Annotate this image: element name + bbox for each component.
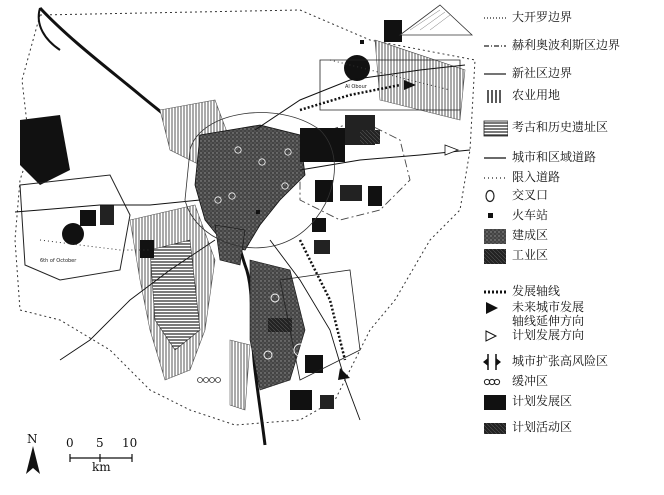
legend-label: 计划活动区 xyxy=(512,420,573,434)
buffer-circle xyxy=(210,378,215,383)
legend-item xyxy=(482,418,664,438)
legend-item xyxy=(482,298,664,328)
legend-item xyxy=(482,148,664,168)
agricultural-land-south xyxy=(230,340,250,410)
legend-item xyxy=(482,226,664,246)
legend-item xyxy=(482,64,664,84)
built-up-area-giza xyxy=(215,225,245,265)
legend-item xyxy=(482,352,664,372)
dark-texture-icon xyxy=(482,419,508,437)
area-label-al-obour: Al Obour xyxy=(345,84,367,90)
buffer-zone xyxy=(198,378,221,383)
legend-item xyxy=(482,246,664,266)
agricultural-land-northeast xyxy=(375,40,465,120)
pyramid-symbol xyxy=(400,5,472,35)
stipple-fill-icon xyxy=(482,227,508,245)
built-up-area-central xyxy=(195,125,305,250)
legend-item xyxy=(482,86,664,106)
planned-development-southwest-2 xyxy=(100,205,114,225)
legend-item xyxy=(482,36,664,56)
square-dot-icon xyxy=(482,207,508,225)
scale-tick-10: 10 xyxy=(122,436,138,450)
legend-label: 交叉口 xyxy=(512,188,549,202)
north-arrow xyxy=(24,432,42,476)
industrial-area-5 xyxy=(314,240,330,254)
dash-dot-line-icon xyxy=(482,37,508,55)
legend-label: 限入道路 xyxy=(512,170,561,184)
planned-development-obour xyxy=(344,55,370,81)
area-label-6th-october: 6th of October xyxy=(40,258,77,264)
legend-label: 新社区边界 xyxy=(512,66,573,80)
legend-label: 城市和区域道路 xyxy=(512,150,597,164)
industrial-area-8 xyxy=(320,395,334,409)
industrial-area-7 xyxy=(290,390,312,410)
road-line-icon xyxy=(482,149,508,167)
legend-label: 发展轴线 xyxy=(512,284,561,298)
planned-direction-arrow xyxy=(445,145,458,155)
industrial-area-2 xyxy=(340,185,362,201)
dotted-line-icon xyxy=(482,9,508,27)
legend-label: 未来城市发展 轴线延伸方向 xyxy=(512,300,585,328)
north-label: N xyxy=(27,432,38,446)
buffer-circle xyxy=(204,378,209,383)
legend-item xyxy=(482,206,664,226)
legend-label: 大开罗边界 xyxy=(512,10,573,24)
train-station xyxy=(360,40,364,44)
planned-development-october xyxy=(62,223,84,245)
scale-bar xyxy=(62,436,152,480)
legend-item xyxy=(482,372,664,392)
dotted-road-icon xyxy=(482,169,508,187)
horizontal-hatch-icon xyxy=(482,119,508,137)
vertical-hatch-icon xyxy=(482,87,508,105)
solid-line-icon xyxy=(482,65,508,83)
train-station xyxy=(256,210,260,214)
legend-label: 火车站 xyxy=(512,208,549,222)
legend-label: 赫利奥波利斯区边界 xyxy=(512,38,621,52)
legend-label: 缓冲区 xyxy=(512,374,549,388)
legend-item xyxy=(482,168,664,188)
planned-development-southwest-1 xyxy=(80,210,96,226)
legend-item xyxy=(482,186,664,206)
legend-item xyxy=(482,8,664,28)
planned-development-north xyxy=(384,20,402,42)
filled-triangle-icon xyxy=(482,299,508,317)
legend-label: 工业区 xyxy=(512,248,549,262)
scale-tick-0: 0 xyxy=(66,436,74,450)
industrial-area-3 xyxy=(368,186,382,206)
legend-label: 计划发展区 xyxy=(512,394,573,408)
legend-label: 考古和历史遗址区 xyxy=(512,120,609,134)
scale-unit: km xyxy=(92,460,111,474)
legend-item xyxy=(482,326,664,346)
future-axis-arrow xyxy=(338,368,350,380)
buffer-circle xyxy=(198,378,203,383)
legend xyxy=(482,0,664,491)
arrow-pair-icon xyxy=(482,353,508,371)
legend-label: 建成区 xyxy=(512,228,549,242)
planned-development-south xyxy=(140,240,154,258)
dark-hatch-icon xyxy=(482,247,508,265)
north-arrow-icon xyxy=(24,446,42,476)
legend-label: 城市扩张高风险区 xyxy=(512,354,609,368)
planned-development-west xyxy=(20,115,70,185)
development-axis-south xyxy=(300,240,345,360)
black-fill-icon xyxy=(482,393,508,411)
legend-item xyxy=(482,392,664,412)
buffer-circle xyxy=(216,378,221,383)
outline-triangle-icon xyxy=(482,327,508,345)
legend-item xyxy=(482,118,664,138)
legend-label: 农业用地 xyxy=(512,88,561,102)
scale-tick-5: 5 xyxy=(96,436,104,450)
planned-activity-area-1 xyxy=(360,130,380,144)
circle-icon xyxy=(482,187,508,205)
legend-label: 计划发展方向 xyxy=(512,328,585,342)
industrial-area-6 xyxy=(305,355,323,373)
circle-chain-icon xyxy=(482,373,508,391)
